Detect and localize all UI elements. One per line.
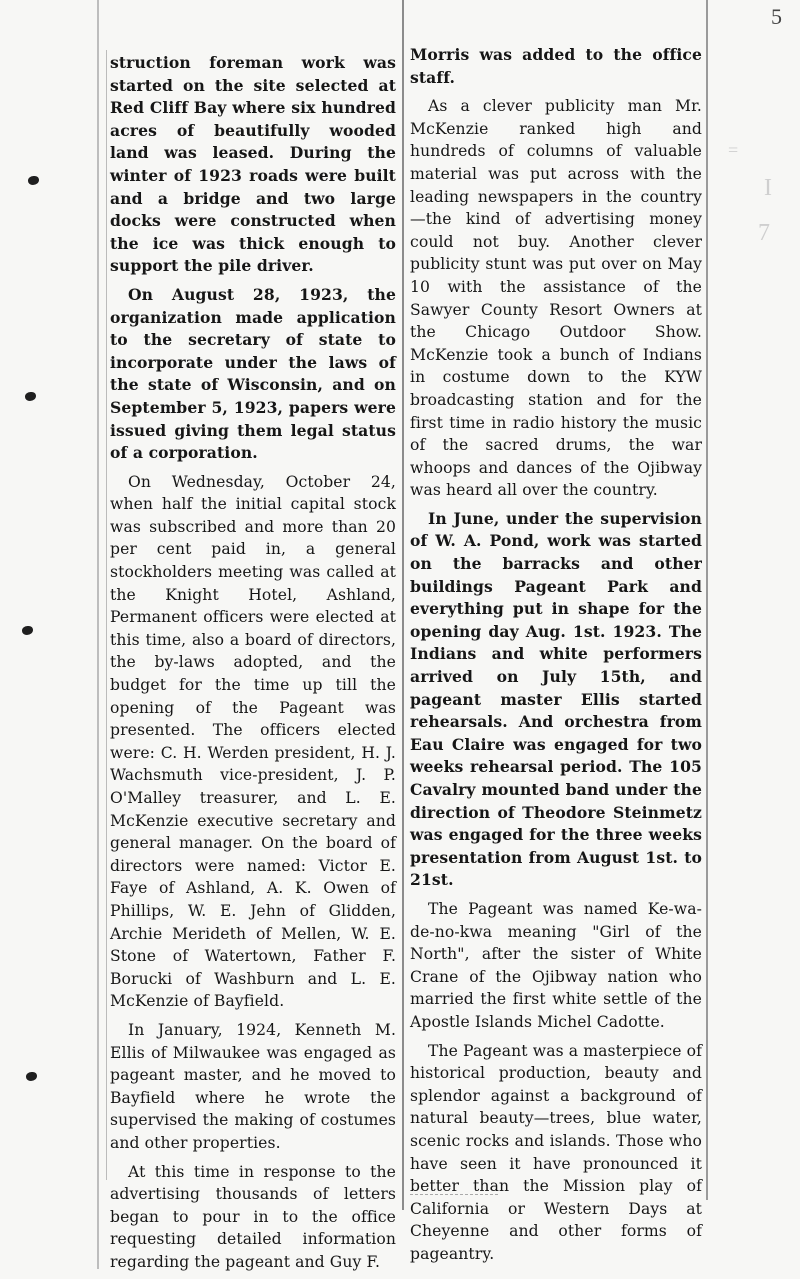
page-edge-rule [97, 0, 99, 1269]
article-paragraph: On Wednesday, October 24, when half the initial capital stock was subscribed and more than 20 per cent paid in, a general stockholders meeting was called at the Knight Hotel, Ashland, Permanent officers were elected at this time, also a board of directors, the by-laws adopted, and the budget for the time up till the opening of the Pageant was presented. The officers elected were: C. H. Werden president, H. J. Wachsmuth vice-president, J. P. O'Malley treasurer, and L. E. McKenzie executive secretary and general manager. On the board of directors were named: Victor E. Faye of Ashland, A. K. Owen of Phillips, W. E. Jehn of Glidden, Archie Merideth of Mellen, W. E. Stone of Watertown, Father F. Borucki of Washburn and L. E. McKenzie of Bayfield. [110, 472, 396, 1011]
bleed-through-mark: = [728, 140, 739, 160]
binder-hole-mark [28, 176, 39, 185]
binder-hole-mark [26, 1072, 37, 1081]
bleed-through-mark: 7 [758, 220, 770, 246]
article-paragraph: struction foreman work was started on the site selected at Red Cliff Bay where six hundred acres of beautifully wooded land was leased. During the winter of 1923 roads were built and a bridge and two large docks were constructed when the ice was thick enough to support the pile driver. [110, 53, 396, 276]
article-paragraph: On August 28, 1923, the organization made application to the secretary of state to incorporate under the laws of the state of Wisconsin, and on September 5, 1923, papers were issued giving them legal status of a corporation. [110, 284, 396, 463]
page-number: 5 [771, 4, 782, 29]
column-divider-rule [402, 0, 404, 1210]
column-left-border [106, 50, 107, 1180]
article-paragraph: The Pageant was named Ke-wa-de-no-kwa meaning "Girl of the North", after the sister of White Crane of the Ojibway nation who married the first white settle of the Apostle Islands Michel Cadotte. [410, 899, 702, 1031]
left-text-column [110, 52, 396, 1279]
right-text-column [410, 44, 702, 1271]
binder-hole-mark [25, 392, 36, 401]
column-right-border [706, 0, 708, 1200]
bleed-through-mark: I [764, 175, 772, 201]
article-paragraph: Morris was added to the office staff. [410, 45, 702, 87]
article-paragraph: In June, under the supervision of W. A. Pond, work was started on the barracks and other buildings Pageant Park and everything put in shape for the opening day Aug. 1st. 1923. The Indians and white performers arrived on July 15th, and pageant master Ellis started rehearsals. And orchestra from Eau Claire was engaged for two weeks rehearsal period. The 105 Cavalry mounted band under the direction of Theodore Steinmetz was engaged for the three weeks presentation from August 1st. to 21st. [410, 508, 702, 890]
binder-hole-mark [22, 626, 33, 635]
article-paragraph: At this time in response to the advertising thousands of letters began to pour in to the office requesting detailed information regarding the pageant and Guy F. [110, 1162, 396, 1271]
article-paragraph: As a clever publicity man Mr. McKenzie ranked high and hundreds of columns of valuable material was put across with the leading newspapers in the country—the kind of advertising money could not buy. Another clever publicity stunt was put over on May 10 with the assistance of the Sawyer County Resort Owners at the Chicago Outdoor Show. McKenzie took a bunch of Indians in costume down to the KYW broadcasting station and for the first time in radio history the music of the sacred drums, the war whoops and dances of the Ojibway was heard all over the country. [410, 97, 702, 500]
article-paragraph: The Pageant was a masterpiece of historical production, beauty and splendor against a background of natural beauty—trees, blue water, scenic rocks and islands. Those who have seen it have pronounced it better than the Mission play of California or Western Days at Cheyenne and other forms of pageantry. [410, 1041, 702, 1263]
dashed-underline-mark [410, 1193, 498, 1195]
article-paragraph: In January, 1924, Kenneth M. Ellis of Milwaukee was engaged as pageant master, and he moved to Bayfield where he wrote the supervised the making of costumes and other properties. [110, 1020, 396, 1152]
